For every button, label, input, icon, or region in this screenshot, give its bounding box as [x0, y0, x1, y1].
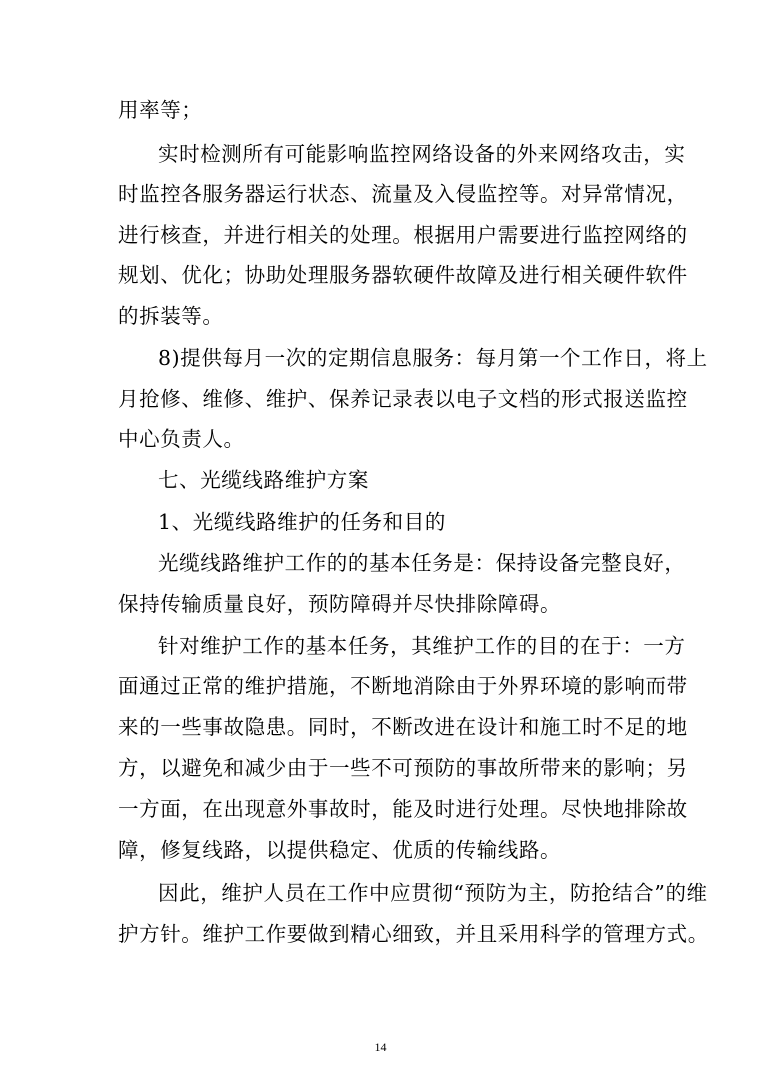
section-heading: 七、光缆线路维护方案 — [158, 468, 369, 492]
text-line: 月抢修、维修、维护、保养记录表以电子文档的形式报送监控 — [118, 387, 688, 411]
text-line: 障，修复线路，以提供稳定、优质的传输线路。 — [118, 838, 562, 862]
text-line: 的拆装等。 — [118, 304, 224, 328]
text-line: 保持传输质量良好，预防障碍并尽快排除障碍。 — [118, 592, 562, 616]
text-line: 一方面，在出现意外事故时，能及时进行处理。尽快地排除故 — [118, 797, 688, 821]
text-line: 中心负责人。 — [118, 427, 245, 451]
subsection-heading: 1、光缆线路维护的任务和目的 — [158, 510, 446, 534]
text-line: 方，以避免和减少由于一些不可预防的事故所带来的影响；另 — [118, 756, 688, 780]
page-number: 14 — [374, 1040, 387, 1054]
text-line: 用率等； — [118, 98, 203, 122]
text-line: 规划、优化；协助处理服务器软硬件故障及进行相关硬件软件 — [118, 263, 688, 287]
paragraph-start: 因此，维护人员在工作中应贯彻“预防为主，防抢结合”的维 — [158, 881, 708, 905]
text-line: 面通过正常的维护措施，不断地消除由于外界环境的影响而带 — [118, 674, 688, 698]
text-line: 来的一些事故隐患。同时，不断改进在设计和施工时不足的地 — [118, 715, 688, 739]
paragraph-start: 针对维护工作的基本任务，其维护工作的目的在于：一方 — [158, 634, 686, 658]
text-line: 时监控各服务器运行状态、流量及入侵监控等。对异常情况， — [118, 182, 688, 206]
paragraph-start: 光缆线路维护工作的的基本任务是：保持设备完整良好， — [158, 551, 686, 575]
paragraph-start: 实时检测所有可能影响监控网络设备的外来网络攻击，实 — [158, 142, 686, 166]
text-line: 护方针。维护工作要做到精心细致，并且采用科学的管理方式。 — [118, 922, 709, 946]
paragraph-start: 8)提供每月一次的定期信息服务：每月第一个工作日，将上 — [158, 346, 708, 370]
text-line: 进行核查，并进行相关的处理。根据用户需要进行监控网络的 — [118, 223, 688, 247]
